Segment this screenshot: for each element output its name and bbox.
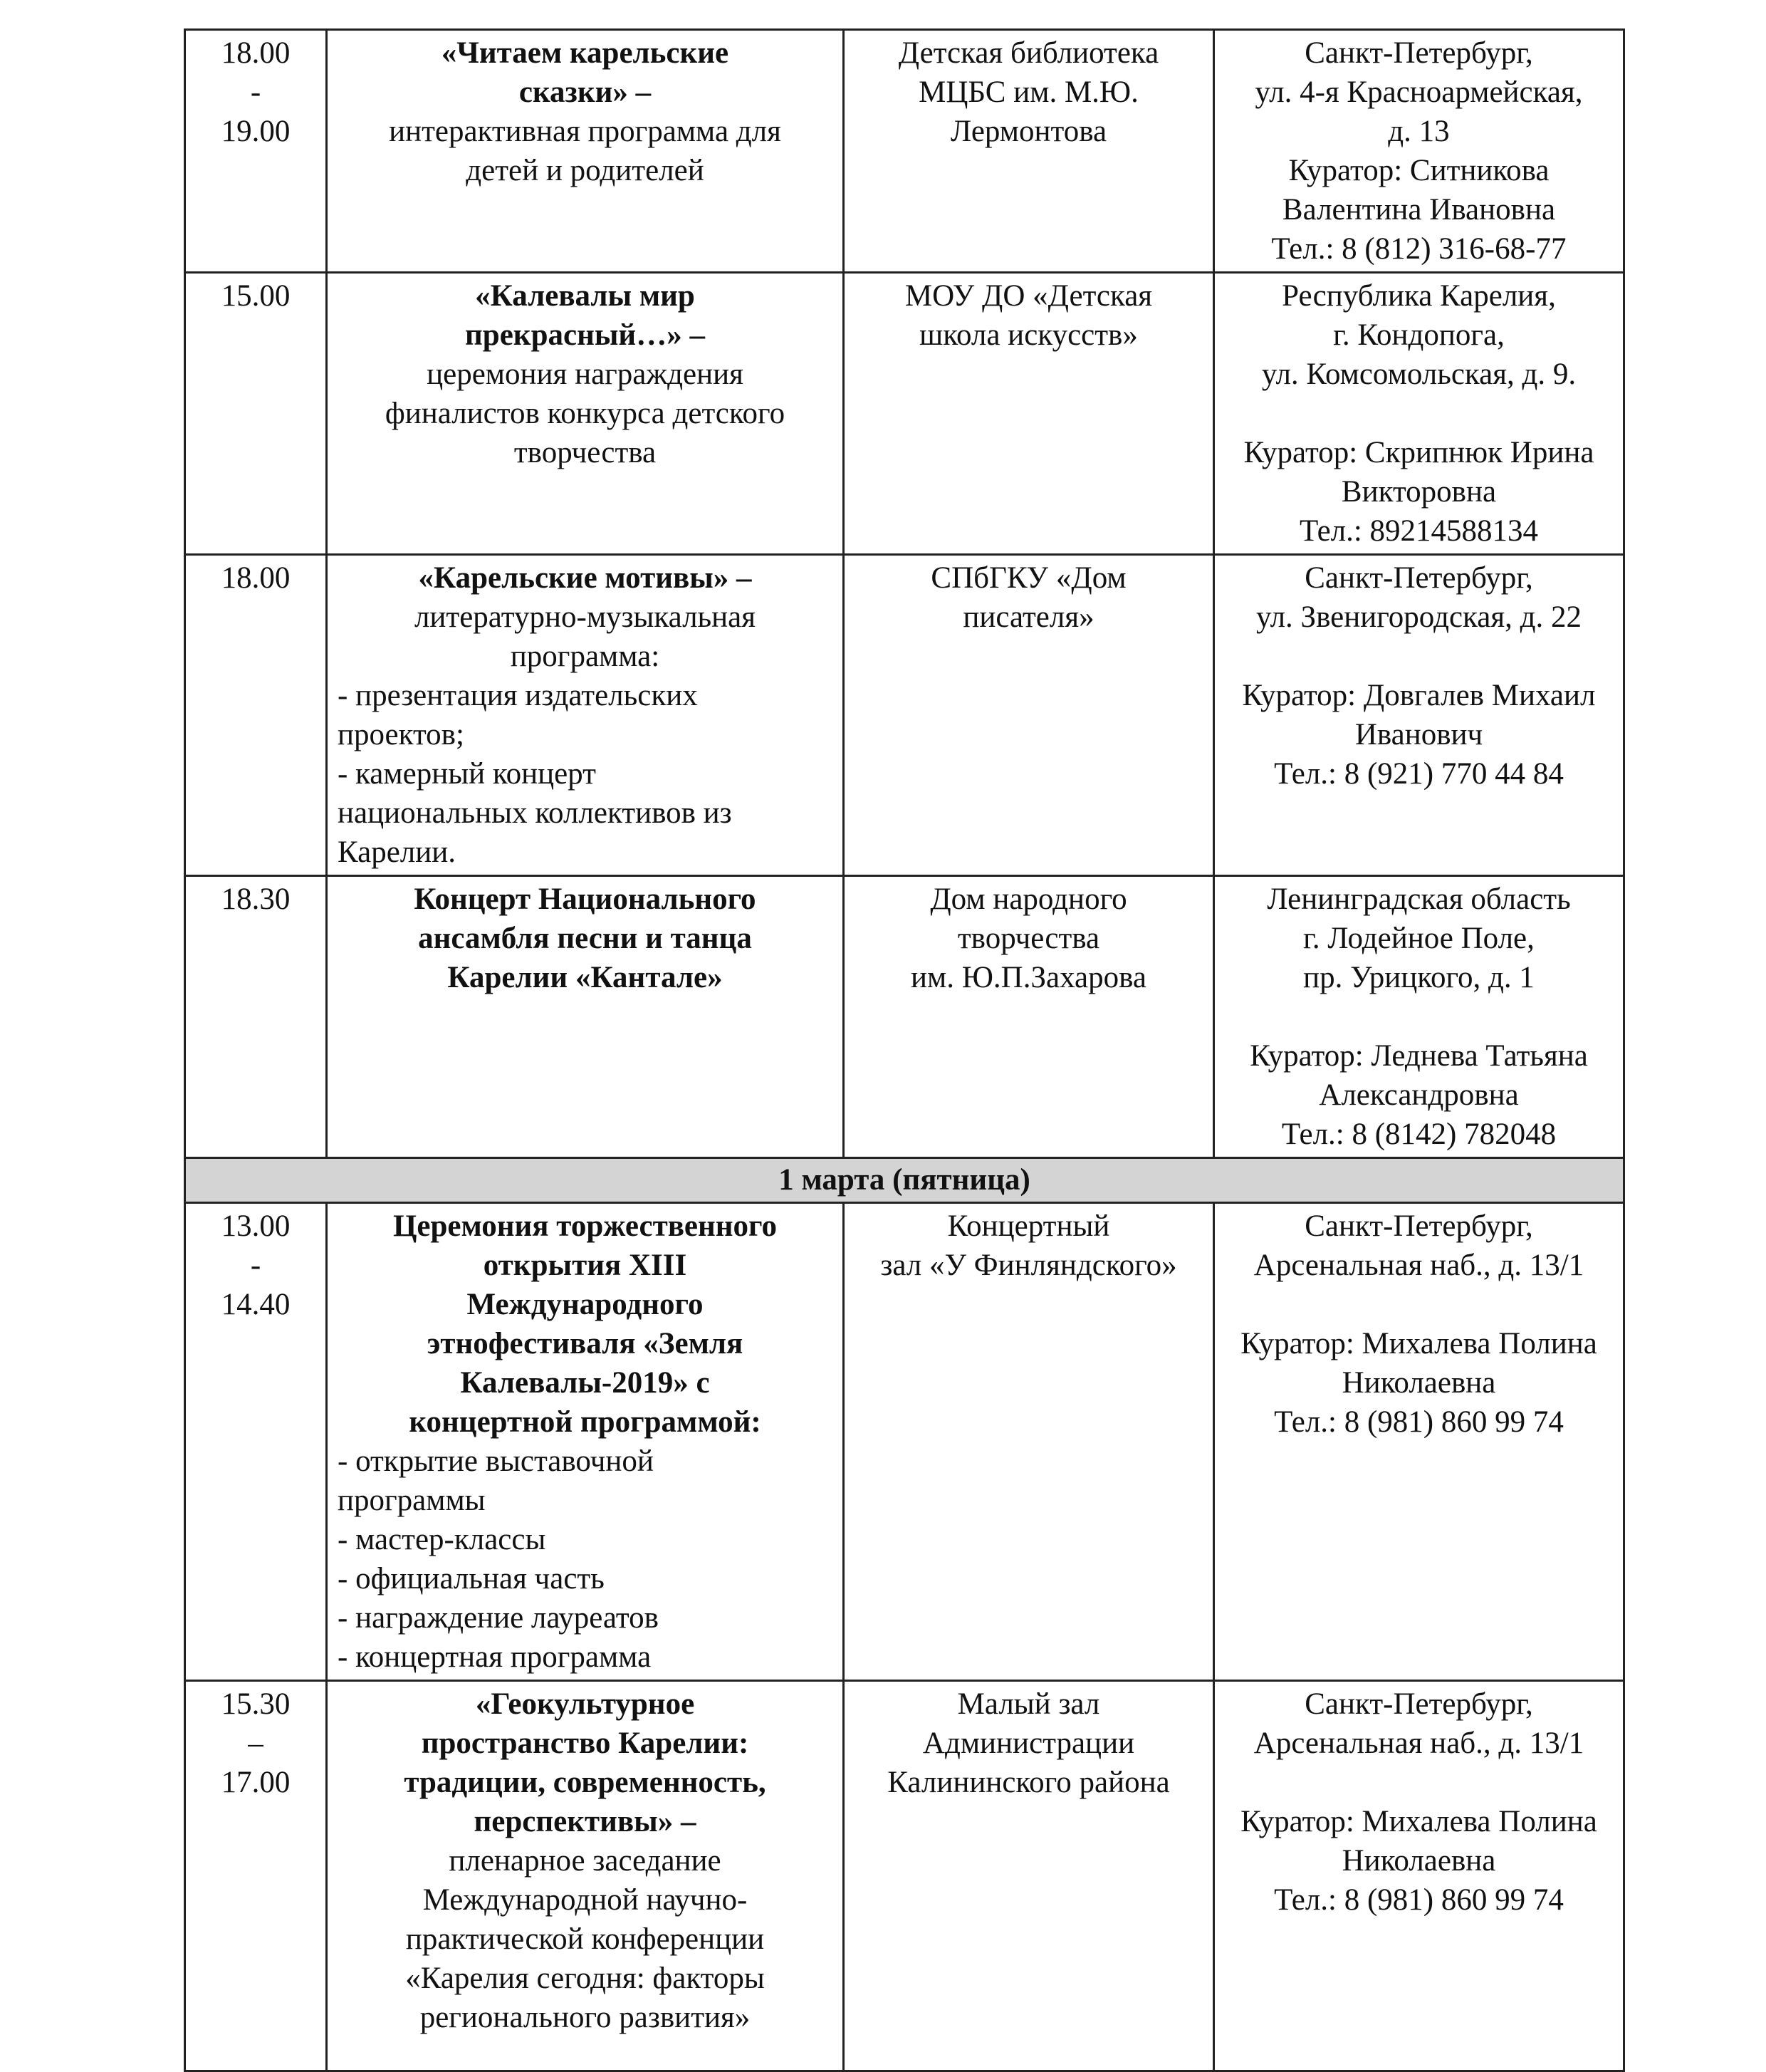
event-cell: «Калевалы мир прекрасный…» – церемония награждения финалистов конкурса детского творчества: [327, 273, 844, 555]
venue-cell: Концертный зал «У Финляндского»: [844, 1203, 1214, 1681]
phone-text: Тел.: 8 (981) 860 99 74: [1274, 1883, 1564, 1917]
time-cell: 18.00: [185, 555, 327, 876]
event-cell: Церемония торжественного открытия XIII Международного этнофестиваля «Земля Калевалы-2019» с концертной программой: - открытие выставочной программы - мастер-классы - официальная часть - награждение лауреатов - концертная программа: [327, 1203, 844, 1681]
time-cell: 15.30 – 17.00: [185, 1681, 327, 2071]
curator-text: Куратор: Довгалев Михаил: [1242, 679, 1596, 712]
time-cell: 15.00: [185, 273, 327, 555]
time-cell: 13.00 - 14.40: [185, 1203, 327, 1681]
address-cell: Санкт-Петербург, Арсенальная наб., д. 13/1 Куратор: Михалева Полина Николаевна Тел.: 8 (981) 860 99 74: [1214, 1203, 1624, 1681]
address-cell: Санкт-Петербург, Арсенальная наб., д. 13/1 Куратор: Михалева Полина Николаевна Тел.: 8 (981) 860 99 74: [1214, 1681, 1624, 2071]
address-cell: Ленинградская область г. Лодейное Поле, пр. Урицкого, д. 1 Куратор: Леднева Татьяна Александровна Тел.: 8 (8142) 782048: [1214, 876, 1624, 1158]
event-cell: «Геокультурное пространство Карелии: традиции, современность, перспективы» – пленарное заседание Международной научно- практической конференции «Карелия сегодня: факторы регионального развития»: [327, 1681, 844, 2071]
curator-text: Куратор: Ситникова: [1288, 154, 1550, 187]
address-cell: Республика Карелия, г. Кондопога, ул. Комсомольская, д. 9. Куратор: Скрипнюк Ирина Викторовна Тел.: 89214588134: [1214, 273, 1624, 555]
table-row: [185, 273, 1624, 555]
table-row: [185, 1681, 1624, 2071]
table-row: [185, 30, 1624, 273]
phone-text: Тел.: 89214588134: [1299, 514, 1539, 548]
curator-text: Куратор: Михалева Полина: [1240, 1327, 1597, 1360]
phone-text: Тел.: 8 (981) 860 99 74: [1274, 1405, 1564, 1439]
venue-cell: СПбГКУ «Дом писателя»: [844, 555, 1214, 876]
table-row: [185, 876, 1624, 1158]
address-cell: Санкт-Петербург, ул. Звенигородская, д. 22 Куратор: Довгалев Михаил Иванович Тел.: 8 (921) 770 44 84: [1214, 555, 1624, 876]
date-header-row: [185, 1158, 1624, 1203]
curator-text: Куратор: Михалева Полина: [1240, 1805, 1597, 1838]
event-cell: «Карельские мотивы» – литературно-музыкальная программа: - презентация издательских проектов; - камерный концерт национальных коллективов из Карелии.: [327, 555, 844, 876]
time-cell: 18.00 - 19.00: [185, 30, 327, 273]
venue-cell: Малый зал Администрации Калининского района: [844, 1681, 1214, 2071]
event-cell: «Читаем карельские сказки» – интерактивная программа для детей и родителей: [327, 30, 844, 273]
curator-text: Куратор: Леднева Татьяна: [1250, 1039, 1588, 1073]
phone-text: Тел.: 8 (921) 770 44 84: [1274, 757, 1564, 791]
curator-text: Куратор: Скрипнюк Ирина: [1243, 436, 1594, 469]
table-row: [185, 555, 1624, 876]
address-cell: Санкт-Петербург, ул. 4-я Красноармейская, д. 13 Куратор: Ситникова Валентина Ивановна Тел.: 8 (812) 316-68-77: [1214, 30, 1624, 273]
table-row: [185, 1203, 1624, 1681]
phone-text: Тел.: 8 (812) 316-68-77: [1271, 232, 1567, 266]
venue-cell: Дом народного творчества им. Ю.П.Захарова: [844, 876, 1214, 1158]
time-cell: 18.30: [185, 876, 327, 1158]
venue-cell: Детская библиотека МЦБС им. М.Ю. Лермонтова: [844, 30, 1214, 273]
phone-text: Тел.: 8 (8142) 782048: [1281, 1118, 1557, 1151]
venue-cell: МОУ ДО «Детская школа искусств»: [844, 273, 1214, 555]
event-cell: Концерт Национального ансамбля песни и танца Карелии «Кантале»: [327, 876, 844, 1158]
date-header: 1 марта (пятница): [185, 1158, 1624, 1203]
schedule-table: [184, 28, 1625, 2072]
